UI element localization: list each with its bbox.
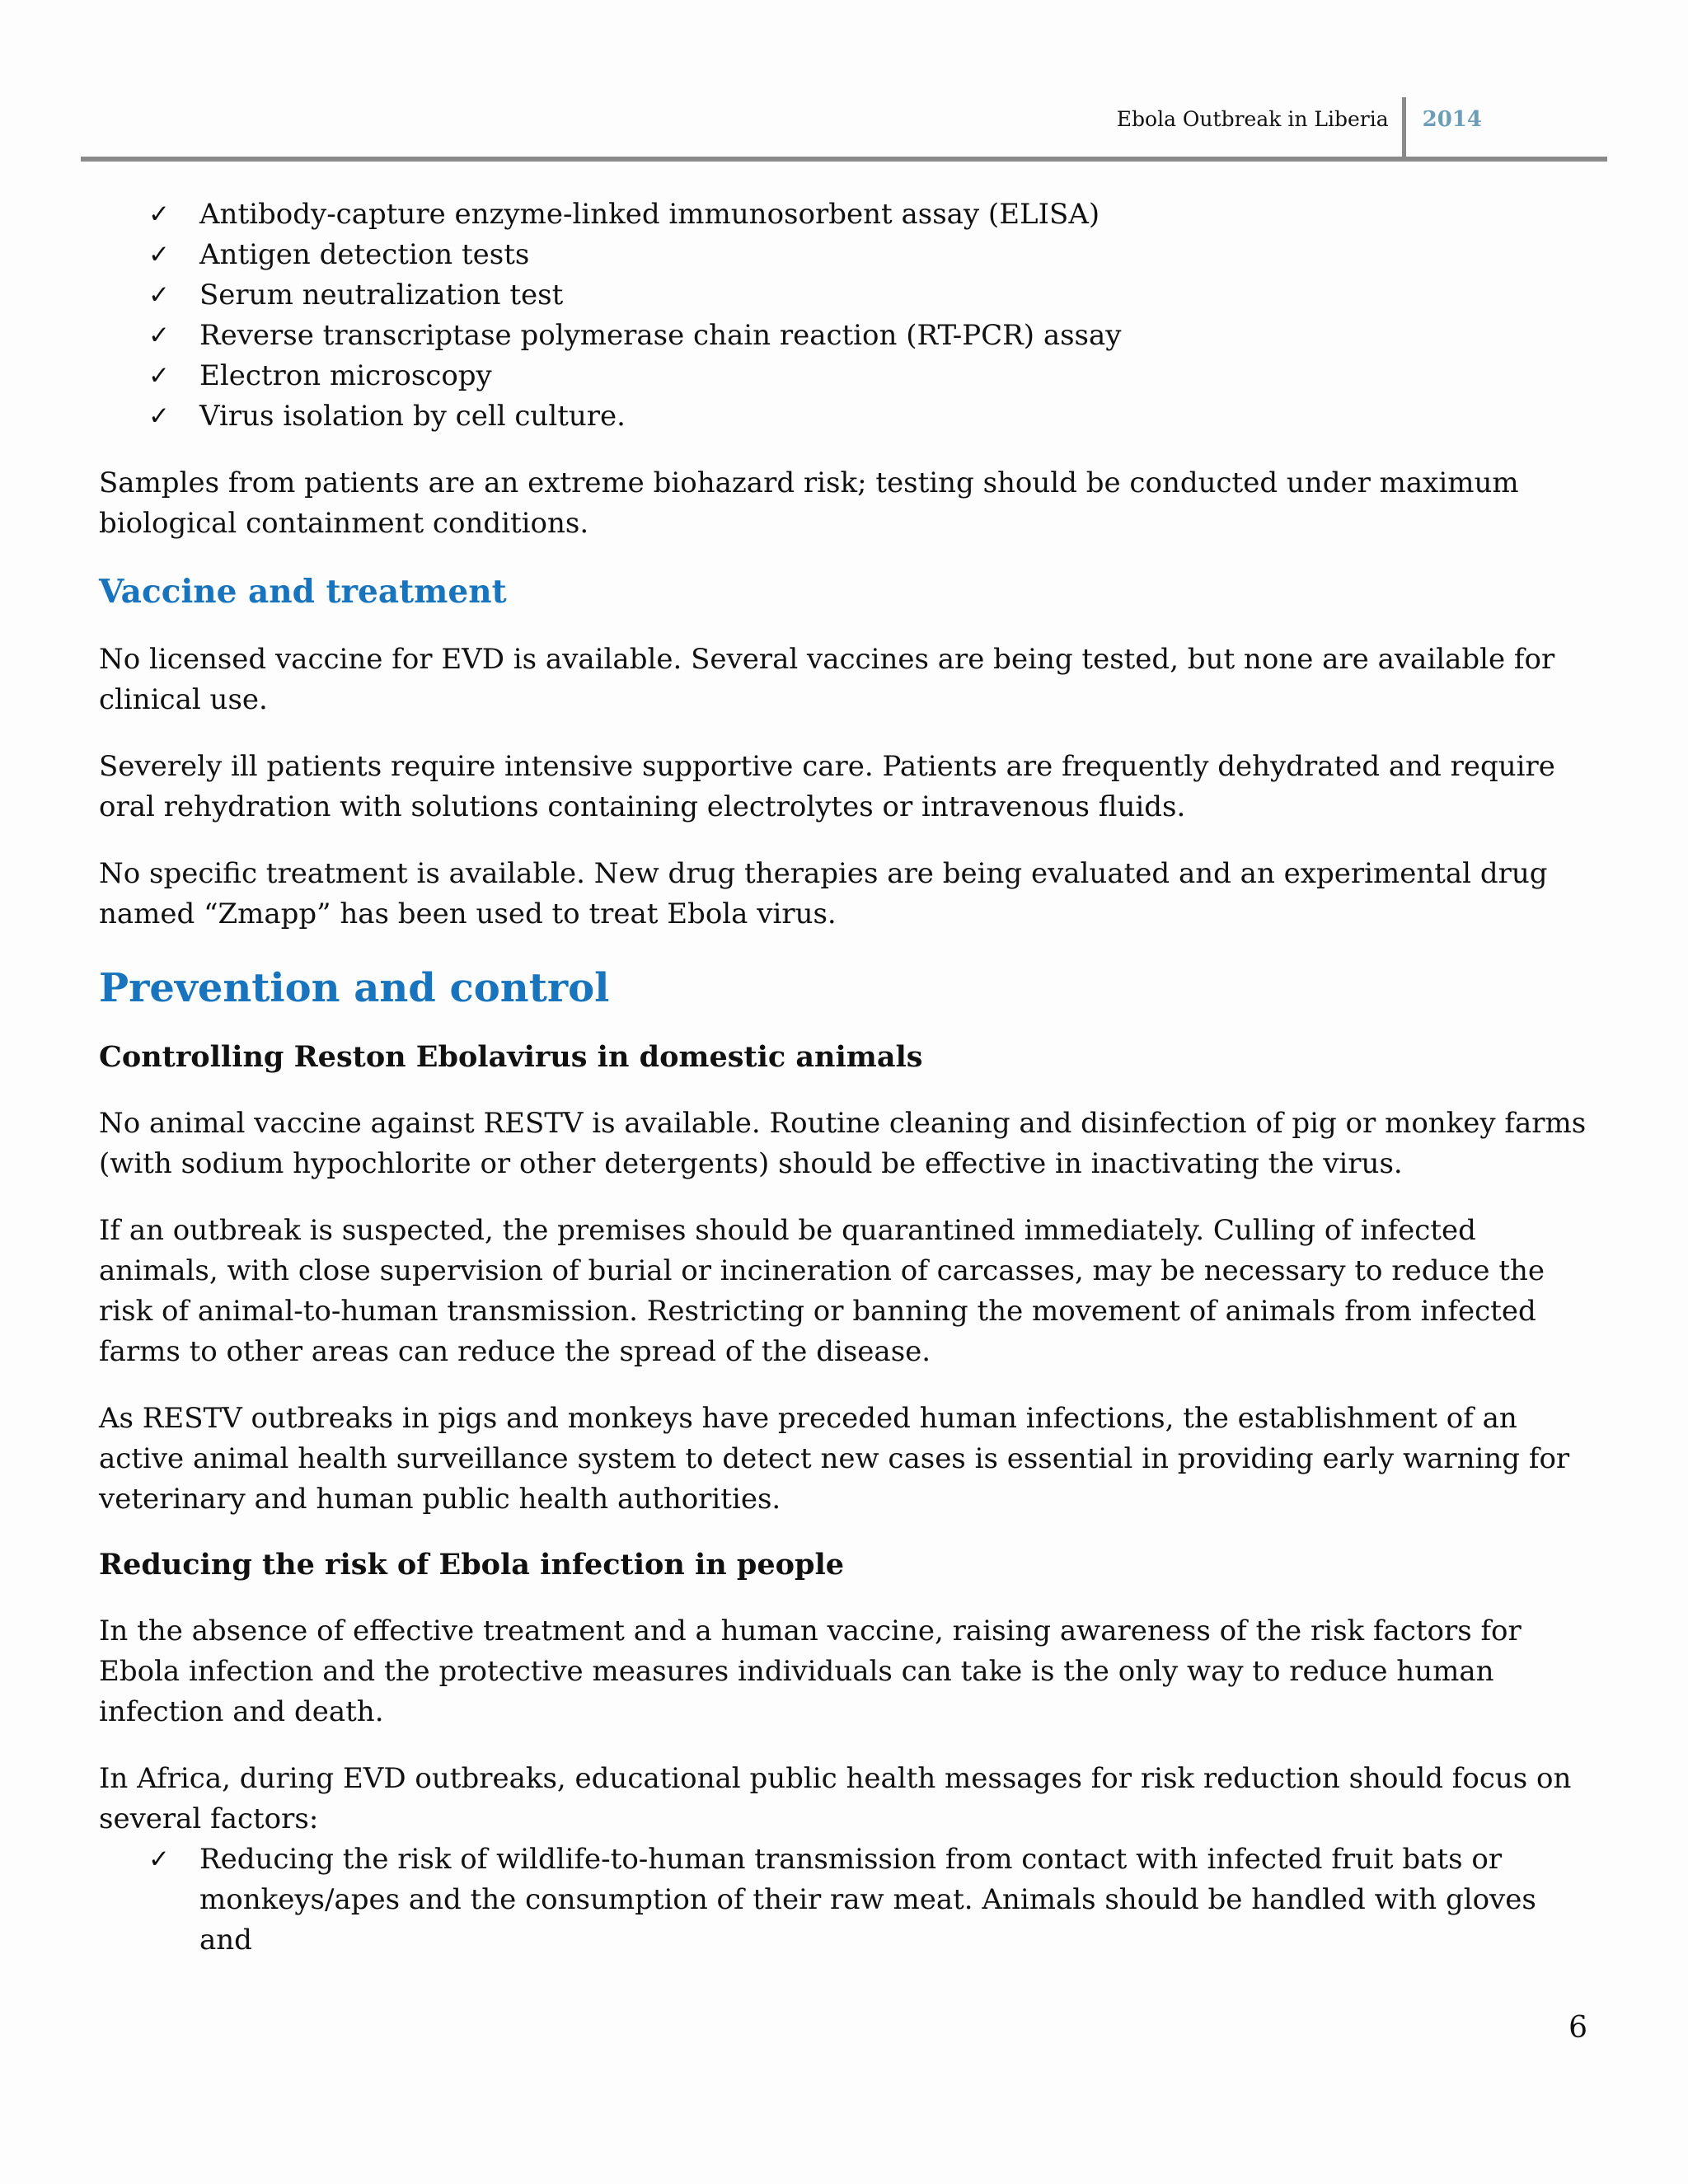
- risk-factors-list: [99, 1840, 1591, 1961]
- list-item: [148, 396, 1591, 437]
- list-item: [148, 194, 1591, 235]
- header-title: Ebola Outbreak in Liberia: [1116, 107, 1389, 131]
- diagnostic-tests-list: [99, 194, 1591, 437]
- check-icon: ✓: [148, 361, 170, 391]
- check-icon: ✓: [148, 401, 170, 431]
- page-header: [1117, 97, 1482, 160]
- paragraph-prevention-1: No animal vaccine against RESTV is available. Routine cleaning and disinfection of pig or monkey farms (with sodium hypochlorite or other detergents) should be effective in inactivating the virus.: [99, 1107, 1587, 1180]
- paragraph-prevention-4: In the absence of effective treatment and a human vaccine, raising awareness of the risk factors for Ebola infection and the protective measures individuals can take is the only way to reduce human infection and death.: [99, 1615, 1522, 1728]
- list-item: [148, 1840, 1591, 1961]
- list-item: [148, 316, 1591, 356]
- paragraph-vaccine-1: No licensed vaccine for EVD is available. Several vaccines are being tested, but none are available for clinical use.: [99, 643, 1555, 716]
- list-item: [148, 356, 1591, 396]
- heading-vaccine-treatment: Vaccine and treatment: [99, 573, 507, 611]
- paragraph-prevention-5: In Africa, during EVD outbreaks, educational public health messages for risk reduction should focus on several factors:: [99, 1762, 1572, 1835]
- page-number: 6: [1568, 2011, 1587, 2045]
- paragraph-vaccine-2: Severely ill patients require intensive supportive care. Patients are frequently dehydrated and require oral rehydration with solutions containing electrolytes or intravenous fluids.: [99, 750, 1555, 823]
- list-item-text: Serum neutralization test: [199, 279, 564, 312]
- list-item: [148, 275, 1591, 316]
- heading-prevention-control: Prevention and control: [99, 965, 610, 1011]
- check-icon: ✓: [148, 240, 170, 269]
- header-year: 2014: [1422, 107, 1482, 132]
- list-item-text: Virus isolation by cell culture.: [199, 400, 626, 433]
- list-item: [148, 235, 1591, 275]
- subheading-reducing-risk: Reducing the risk of Ebola infection in people: [99, 1548, 845, 1582]
- list-item-text: Electron microscopy: [199, 359, 492, 392]
- check-icon: ✓: [148, 199, 170, 229]
- list-item-text: Reverse transcriptase polymerase chain reaction (RT-PCR) assay: [199, 319, 1122, 352]
- header-rule: [81, 157, 1607, 162]
- list-item-text: Antigen detection tests: [199, 238, 530, 271]
- main-content: [99, 194, 1591, 1961]
- paragraph-prevention-2: If an outbreak is suspected, the premises should be quarantined immediately. Culling of infected animals, with close supervision of burial or incineration of carcasses, may be necessary to reduce the risk of animal-to-human transmission. Restricting or banning the movement of animals from infected farms to other areas can reduce the spread of the disease.: [99, 1214, 1545, 1368]
- check-icon: ✓: [148, 280, 170, 310]
- check-icon: ✓: [148, 1844, 170, 1874]
- subheading-reston-animals: Controlling Reston Ebolavirus in domestic animals: [99, 1040, 923, 1074]
- paragraph-vaccine-3: No specific treatment is available. New drug therapies are being evaluated and an experimental drug named “Zmapp” has been used to treat Ebola virus.: [99, 857, 1548, 930]
- check-icon: ✓: [148, 321, 170, 350]
- list-item-text: Antibody-capture enzyme-linked immunosorbent assay (ELISA): [199, 198, 1100, 231]
- paragraph-samples: Samples from patients are an extreme biohazard risk; testing should be conducted under maximum biological containment conditions.: [99, 466, 1519, 540]
- paragraph-prevention-3: As RESTV outbreaks in pigs and monkeys have preceded human infections, the establishment of an active animal health surveillance system to detect new cases is essential in providing early warning for veterinary and human public health authorities.: [99, 1402, 1570, 1516]
- list-item-text: Reducing the risk of wildlife-to-human transmission from contact with infected fruit bats or monkeys/apes and the consumption of their raw meat. Animals should be handled with gloves and: [199, 1843, 1536, 1957]
